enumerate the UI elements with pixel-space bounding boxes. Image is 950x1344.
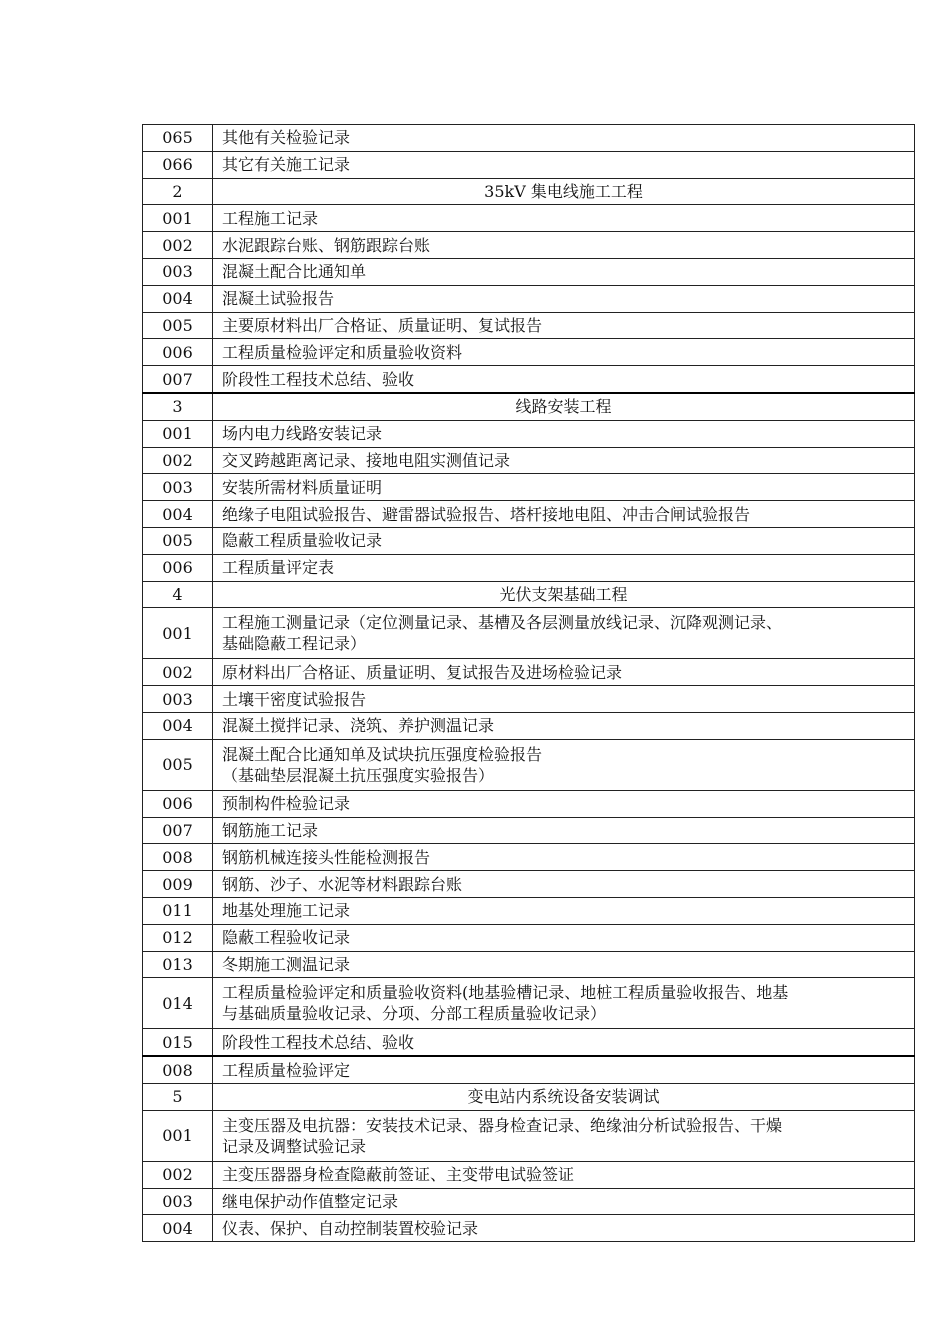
row-description: 阶段性工程技术总结、验收 xyxy=(213,1029,915,1056)
section-row xyxy=(143,581,915,608)
row-number: 001 xyxy=(143,420,213,447)
table-row xyxy=(143,339,915,366)
records-table xyxy=(142,124,915,1242)
table-row xyxy=(143,978,915,1029)
row-description-line-1: 混凝土配合比通知单及试块抗压强度检验报告 xyxy=(222,744,543,764)
table-row xyxy=(143,790,915,817)
row-description: 水泥跟踪台账、钢筋跟踪台账 xyxy=(213,232,915,259)
row-description: 交叉跨越距离记录、接地电阻实测值记录 xyxy=(213,447,915,474)
row-number: 003 xyxy=(143,686,213,713)
row-description: 其他有关检验记录 xyxy=(213,125,915,152)
row-description: 隐蔽工程质量验收记录 xyxy=(213,527,915,554)
row-description: 土壤干密度试验报告 xyxy=(213,686,915,713)
row-number: 002 xyxy=(143,232,213,259)
row-number: 002 xyxy=(143,447,213,474)
table-row xyxy=(143,527,915,554)
row-number: 007 xyxy=(143,817,213,844)
row-description: 主要原材料出厂合格证、质量证明、复试报告 xyxy=(213,312,915,339)
row-description: 安装所需材料质量证明 xyxy=(213,474,915,501)
table-row xyxy=(143,312,915,339)
table-row xyxy=(143,420,915,447)
table-row xyxy=(143,1161,915,1188)
row-description-line-1: 工程施工测量记录（定位测量记录、基槽及各层测量放线记录、沉降观测记录、 xyxy=(222,613,783,633)
section-title: 35kV 集电线施工工程 xyxy=(213,178,915,205)
row-number: 007 xyxy=(143,366,213,393)
table-row xyxy=(143,474,915,501)
table-row xyxy=(143,1188,915,1215)
row-description: 原材料出厂合格证、质量证明、复试报告及进场检验记录 xyxy=(213,659,915,686)
row-number: 3 xyxy=(143,393,213,420)
row-description: 继电保护动作值整定记录 xyxy=(213,1188,915,1215)
section-title: 线路安装工程 xyxy=(213,393,915,420)
table-row xyxy=(143,205,915,232)
row-number: 001 xyxy=(143,1110,213,1161)
row-number: 004 xyxy=(143,1215,213,1242)
row-description: 冬期施工测温记录 xyxy=(213,951,915,978)
row-description: 混凝土配合比通知单 xyxy=(213,258,915,285)
row-description: 混凝土搅拌记录、浇筑、养护测温记录 xyxy=(213,712,915,739)
row-description-line-2: 记录及调整试验记录 xyxy=(222,1136,367,1156)
row-description: 工程质量检验评定和质量验收资料 xyxy=(213,339,915,366)
table-row xyxy=(143,125,915,152)
row-number: 004 xyxy=(143,501,213,528)
row-description-line-2: 基础隐蔽工程记录） xyxy=(222,634,367,654)
row-number: 009 xyxy=(143,871,213,898)
table-row xyxy=(143,951,915,978)
row-number: 5 xyxy=(143,1083,213,1110)
row-number: 066 xyxy=(143,151,213,178)
table-row xyxy=(143,712,915,739)
row-description: 钢筋施工记录 xyxy=(213,817,915,844)
row-number: 005 xyxy=(143,527,213,554)
row-description xyxy=(213,1110,915,1161)
table-row xyxy=(143,924,915,951)
row-description: 工程质量评定表 xyxy=(213,554,915,581)
row-description: 钢筋、沙子、水泥等材料跟踪台账 xyxy=(213,871,915,898)
table-row xyxy=(143,686,915,713)
section-title: 光伏支架基础工程 xyxy=(213,581,915,608)
table-row xyxy=(143,897,915,924)
table-row xyxy=(143,1029,915,1056)
table-row xyxy=(143,501,915,528)
row-number: 003 xyxy=(143,258,213,285)
section-row xyxy=(143,178,915,205)
row-description: 混凝土试验报告 xyxy=(213,285,915,312)
section-title: 变电站内系统设备安装调试 xyxy=(213,1083,915,1110)
row-description-line-1: 主变压器及电抗器：安装技术记录、器身检查记录、绝缘油分析试验报告、干燥 xyxy=(222,1115,783,1135)
row-description-line-1: 工程质量检验评定和质量验收资料(地基验槽记录、地桩工程质量验收报告、地基 xyxy=(222,983,789,1003)
row-number: 065 xyxy=(143,125,213,152)
row-description: 隐蔽工程验收记录 xyxy=(213,924,915,951)
row-number: 002 xyxy=(143,1161,213,1188)
row-number: 001 xyxy=(143,205,213,232)
row-description: 地基处理施工记录 xyxy=(213,897,915,924)
row-description xyxy=(213,608,915,659)
table-row xyxy=(143,1110,915,1161)
row-description: 其它有关施工记录 xyxy=(213,151,915,178)
section-row xyxy=(143,393,915,420)
row-number: 004 xyxy=(143,712,213,739)
row-description: 主变压器器身检查隐蔽前签证、主变带电试验签证 xyxy=(213,1161,915,1188)
table-row xyxy=(143,258,915,285)
row-number: 006 xyxy=(143,339,213,366)
row-number: 4 xyxy=(143,581,213,608)
table-row xyxy=(143,608,915,659)
row-number: 006 xyxy=(143,554,213,581)
table-row xyxy=(143,739,915,790)
row-description-line-2: 与基础质量验收记录、分项、分部工程质量验收记录） xyxy=(222,1004,607,1024)
row-description: 预制构件检验记录 xyxy=(213,790,915,817)
row-number: 005 xyxy=(143,312,213,339)
row-description xyxy=(213,739,915,790)
row-description: 钢筋机械连接头性能检测报告 xyxy=(213,844,915,871)
row-number: 012 xyxy=(143,924,213,951)
table-row xyxy=(143,659,915,686)
row-number: 008 xyxy=(143,844,213,871)
row-number: 004 xyxy=(143,285,213,312)
row-number: 2 xyxy=(143,178,213,205)
table-row xyxy=(143,366,915,393)
row-number: 013 xyxy=(143,951,213,978)
row-number: 014 xyxy=(143,978,213,1029)
table-row xyxy=(143,871,915,898)
table-row xyxy=(143,817,915,844)
row-number: 008 xyxy=(143,1056,213,1083)
table-row xyxy=(143,844,915,871)
row-description: 工程质量检验评定 xyxy=(213,1056,915,1083)
row-number: 011 xyxy=(143,897,213,924)
row-description xyxy=(213,978,915,1029)
records-table-body xyxy=(143,125,915,1242)
row-description: 场内电力线路安装记录 xyxy=(213,420,915,447)
table-row xyxy=(143,554,915,581)
row-description: 仪表、保护、自动控制装置校验记录 xyxy=(213,1215,915,1242)
row-number: 005 xyxy=(143,739,213,790)
table-row xyxy=(143,1056,915,1083)
row-number: 015 xyxy=(143,1029,213,1056)
row-description: 阶段性工程技术总结、验收 xyxy=(213,366,915,393)
table-row xyxy=(143,151,915,178)
row-number: 006 xyxy=(143,790,213,817)
table-row xyxy=(143,232,915,259)
table-row xyxy=(143,447,915,474)
row-number: 003 xyxy=(143,474,213,501)
row-number: 002 xyxy=(143,659,213,686)
section-row xyxy=(143,1083,915,1110)
table-row xyxy=(143,1215,915,1242)
row-number: 001 xyxy=(143,608,213,659)
row-description: 工程施工记录 xyxy=(213,205,915,232)
table-row xyxy=(143,285,915,312)
row-description: 绝缘子电阻试验报告、避雷器试验报告、塔杆接地电阻、冲击合闸试验报告 xyxy=(213,501,915,528)
row-number: 003 xyxy=(143,1188,213,1215)
row-description-line-2: （基础垫层混凝土抗压强度实验报告） xyxy=(222,765,495,785)
